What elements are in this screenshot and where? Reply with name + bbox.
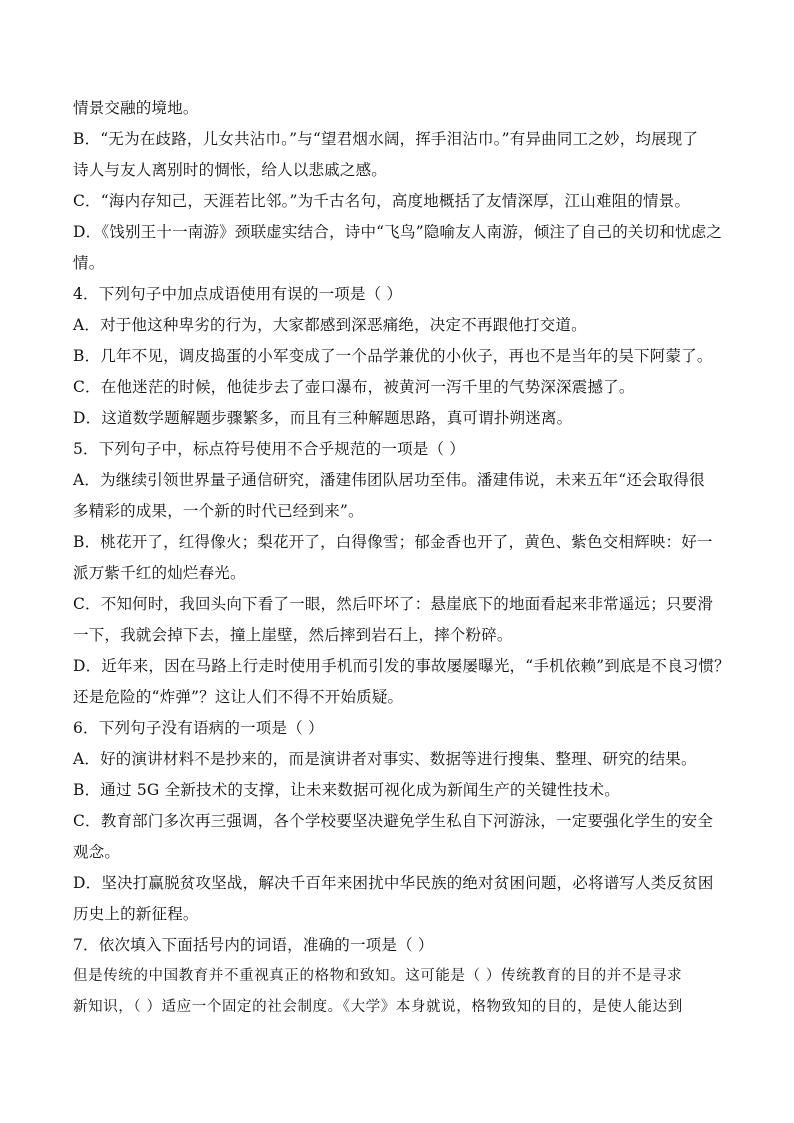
text-line: C．“海内存知己，天涯若比邻。”为千古名句，高度地概括了友情深厚，江山难阻的情景。 <box>73 192 691 210</box>
option-c: C．在他迷茫的时候，他徒步去了壶口瀑布，被黄河一泻千里的气势深深震撼了。 <box>73 378 635 396</box>
text-line: 多精彩的成果，一个新的时代已经到来”。 <box>73 502 364 520</box>
text-line: 情景交融的境地。 <box>73 99 199 117</box>
text-line: B．“无为在歧路，儿女共沾巾。”与“望君烟水阔，挥手泪沾巾。”有异曲同工之妙，均展现了 <box>73 130 699 148</box>
text-line: D．《饯别王十一南游》颈联虚实结合，诗中“飞鸟”隐喻友人南游，倾注了自己的关切和忧虑之 <box>73 223 723 241</box>
option-c: C．教育部门多次再三强调，各个学校要坚决避免学生私自下河游泳，一定要强化学生的安全 <box>73 812 714 830</box>
question-5-stem: 5．下列句子中，标点符号使用不合乎规范的一项是（ ） <box>73 440 465 458</box>
text-line: 观念。 <box>73 843 121 861</box>
text-line: 情。 <box>73 254 105 272</box>
option-a: A．好的演讲材料不是抄来的，而是演讲者对事实、数据等进行搜集、整理、研究的结果。 <box>73 750 697 768</box>
option-b: B．桃花开了，红得像火；梨花开了，白得像雪；郁金香也开了，黄色、紫色交相辉映：好一 <box>73 533 713 551</box>
question-4-stem: 4．下列句子中加点成语使用有误的一项是（ ） <box>73 285 403 303</box>
text-line: 还是危险的“炸弹”？这让人们不得不开始质疑。 <box>73 688 404 706</box>
text-line: 一下，我就会掉下去，撞上崖壁，然后摔到岩石上，摔个粉碎。 <box>73 626 513 644</box>
passage-line: 但是传统的中国教育并不重视真正的格物和致知。这可能是（ ）传统教育的目的并不是寻求 <box>73 968 683 984</box>
option-d: D．这道数学题解题步骤繁多，而且有三种解题思路，真可谓扑朔迷离。 <box>73 409 573 427</box>
question-7-stem: 7．依次填入下面括号内的词语，准确的一项是（ ） <box>73 936 434 954</box>
question-6-stem: 6．下列句子没有语病的一项是（ ） <box>73 719 324 737</box>
text-line: 诗人与友人离别时的惆怅，给人以悲戚之感。 <box>73 161 388 179</box>
option-b: B．几年不见，调皮捣蛋的小军变成了一个品学兼优的小伙子，再也不是当年的吴下阿蒙了。 <box>73 347 713 365</box>
option-a: A．为继续引领世界量子通信研究，潘建伟团队居功至伟。潘建伟说，未来五年“还会取得很 <box>73 471 705 489</box>
option-d: D．坚决打赢脱贫攻坚战，解决千百年来困扰中华民族的绝对贫困问题，必将谱写人类反贫困 <box>73 874 714 892</box>
option-d: D．近年来，因在马路上行走时使用手机而引发的事故屡屡曝光，“手机依赖”到底是不良习惯？ <box>73 657 730 675</box>
passage-line: 新知识，（ ）适应一个固定的社会制度。《大学》本身就说，格物致知的目的，是使人能达到 <box>73 999 683 1015</box>
text-line: 历史上的新征程。 <box>73 905 199 923</box>
option-a: A．对于他这种卑劣的行为，大家都感到深恶痛绝，决定不再跟他打交道。 <box>73 316 587 334</box>
option-c: C．不知何时，我回头向下看了一眼，然后吓坏了：悬崖底下的地面看起来非常遥远；只要滑 <box>73 595 714 613</box>
text-line: 派万紫千红的灿烂春光。 <box>73 564 246 582</box>
option-b: B．通过 5G 全新技术的支撑，让未来数据可视化成为新闻生产的关键性技术。 <box>73 781 620 799</box>
